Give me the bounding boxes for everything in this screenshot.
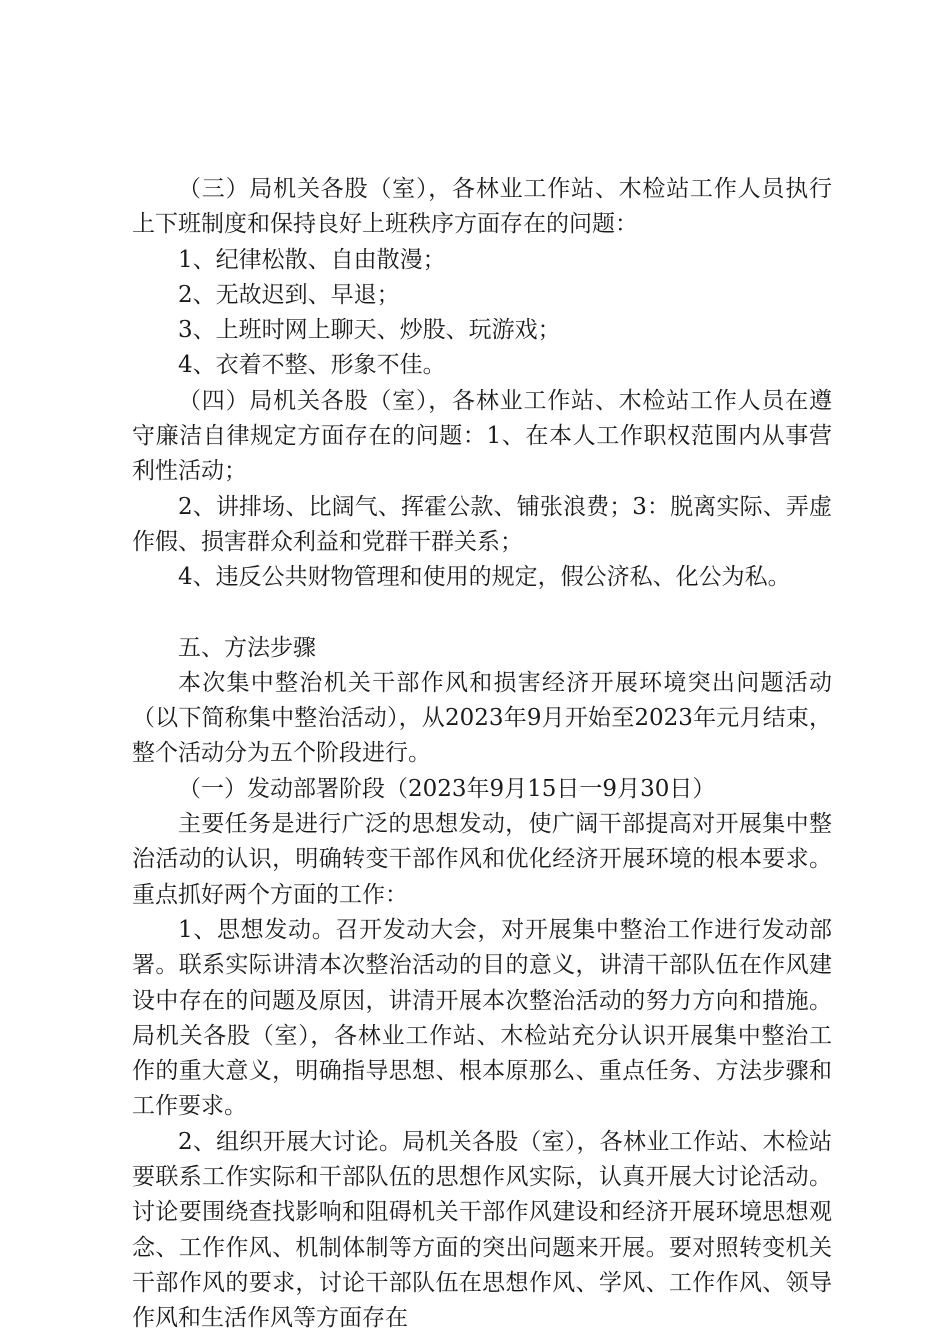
paragraph-section-4-heading: （四）局机关各股（室），各林业工作站、木检站工作人员在遵守廉洁自律规定方面存在的问题：1、在本人工作职权范围内从事营利性活动； (132, 387, 832, 485)
document-body (132, 172, 832, 1337)
paragraph-stage-1-item-2: 2、组织开展大讨论。局机关各股（室），各林业工作站、木检站要联系工作实际和干部队伍的思想作风实际，认真开展大讨论活动。讨论要围绕查找影响和阻碍机关干部作风建设和经济开展环境思想观念、工作作风、机制体制等方面的突出问题来开展。要对照转变机关干部作风的要求，讨论干部队伍在思想作风、学风、工作作风、领导作风和生活作风等方面存在 (132, 1128, 832, 1332)
paragraph-item-4: 4、衣着不整、形象不佳。 (178, 352, 446, 379)
paragraph-stage-1-task: 主要任务是进行广泛的思想发动，使广阔干部提高对开展集中整治活动的认识，明确转变干部作风和优化经济开展环境的根本要求。重点抓好两个方面的工作： (132, 811, 832, 908)
paragraph-item-2: 2、无故迟到、早退； (178, 281, 400, 308)
paragraph-gap (132, 596, 832, 631)
paragraph-section-3-heading: （三）局机关各股（室），各林业工作站、木检站工作人员执行上下班制度和保持良好上班秩序方面存在的问题： (132, 176, 832, 238)
paragraph-section-5-intro: 本次集中整治机关干部作风和损害经济开展环境突出问题活动（以下简称集中整治活动），从2023年9月开始至2023年元月结束，整个活动分为五个阶段进行。 (132, 669, 832, 767)
paragraph-section-4-item-2-3: 2、讲排场、比阔气、挥霍公款、铺张浪费；3：脱离实际、弄虚作假、损害群众利益和党群干群关系； (132, 493, 832, 555)
paragraph-section-4-item-4: 4、违反公共财物管理和使用的规定，假公济私、化公为私。 (178, 564, 791, 591)
paragraph-stage-1-heading: （一）发动部署阶段（2023年9月15日一9月30日） (178, 775, 716, 802)
section-5-heading: 五、方法步骤 (178, 634, 316, 661)
paragraph-stage-1-item-1: 1、思想发动。召开发动大会，对开展集中整治工作进行发动部署。联系实际讲清本次整治活动的目的意义，讲清干部队伍在作风建设中存在的问题及原因，讲清开展本次整治活动的努力方向和措施。局机关各股（室），各林业工作站、木检站充分认识开展集中整治工作的重大意义，明确指导思想、根本原那么、重点任务、方法步骤和工作要求。 (132, 916, 832, 1120)
paragraph-item-3: 3、上班时网上聊天、炒股、玩游戏； (178, 317, 561, 344)
paragraph-item-1: 1、纪律松散、自由散漫； (178, 246, 446, 273)
